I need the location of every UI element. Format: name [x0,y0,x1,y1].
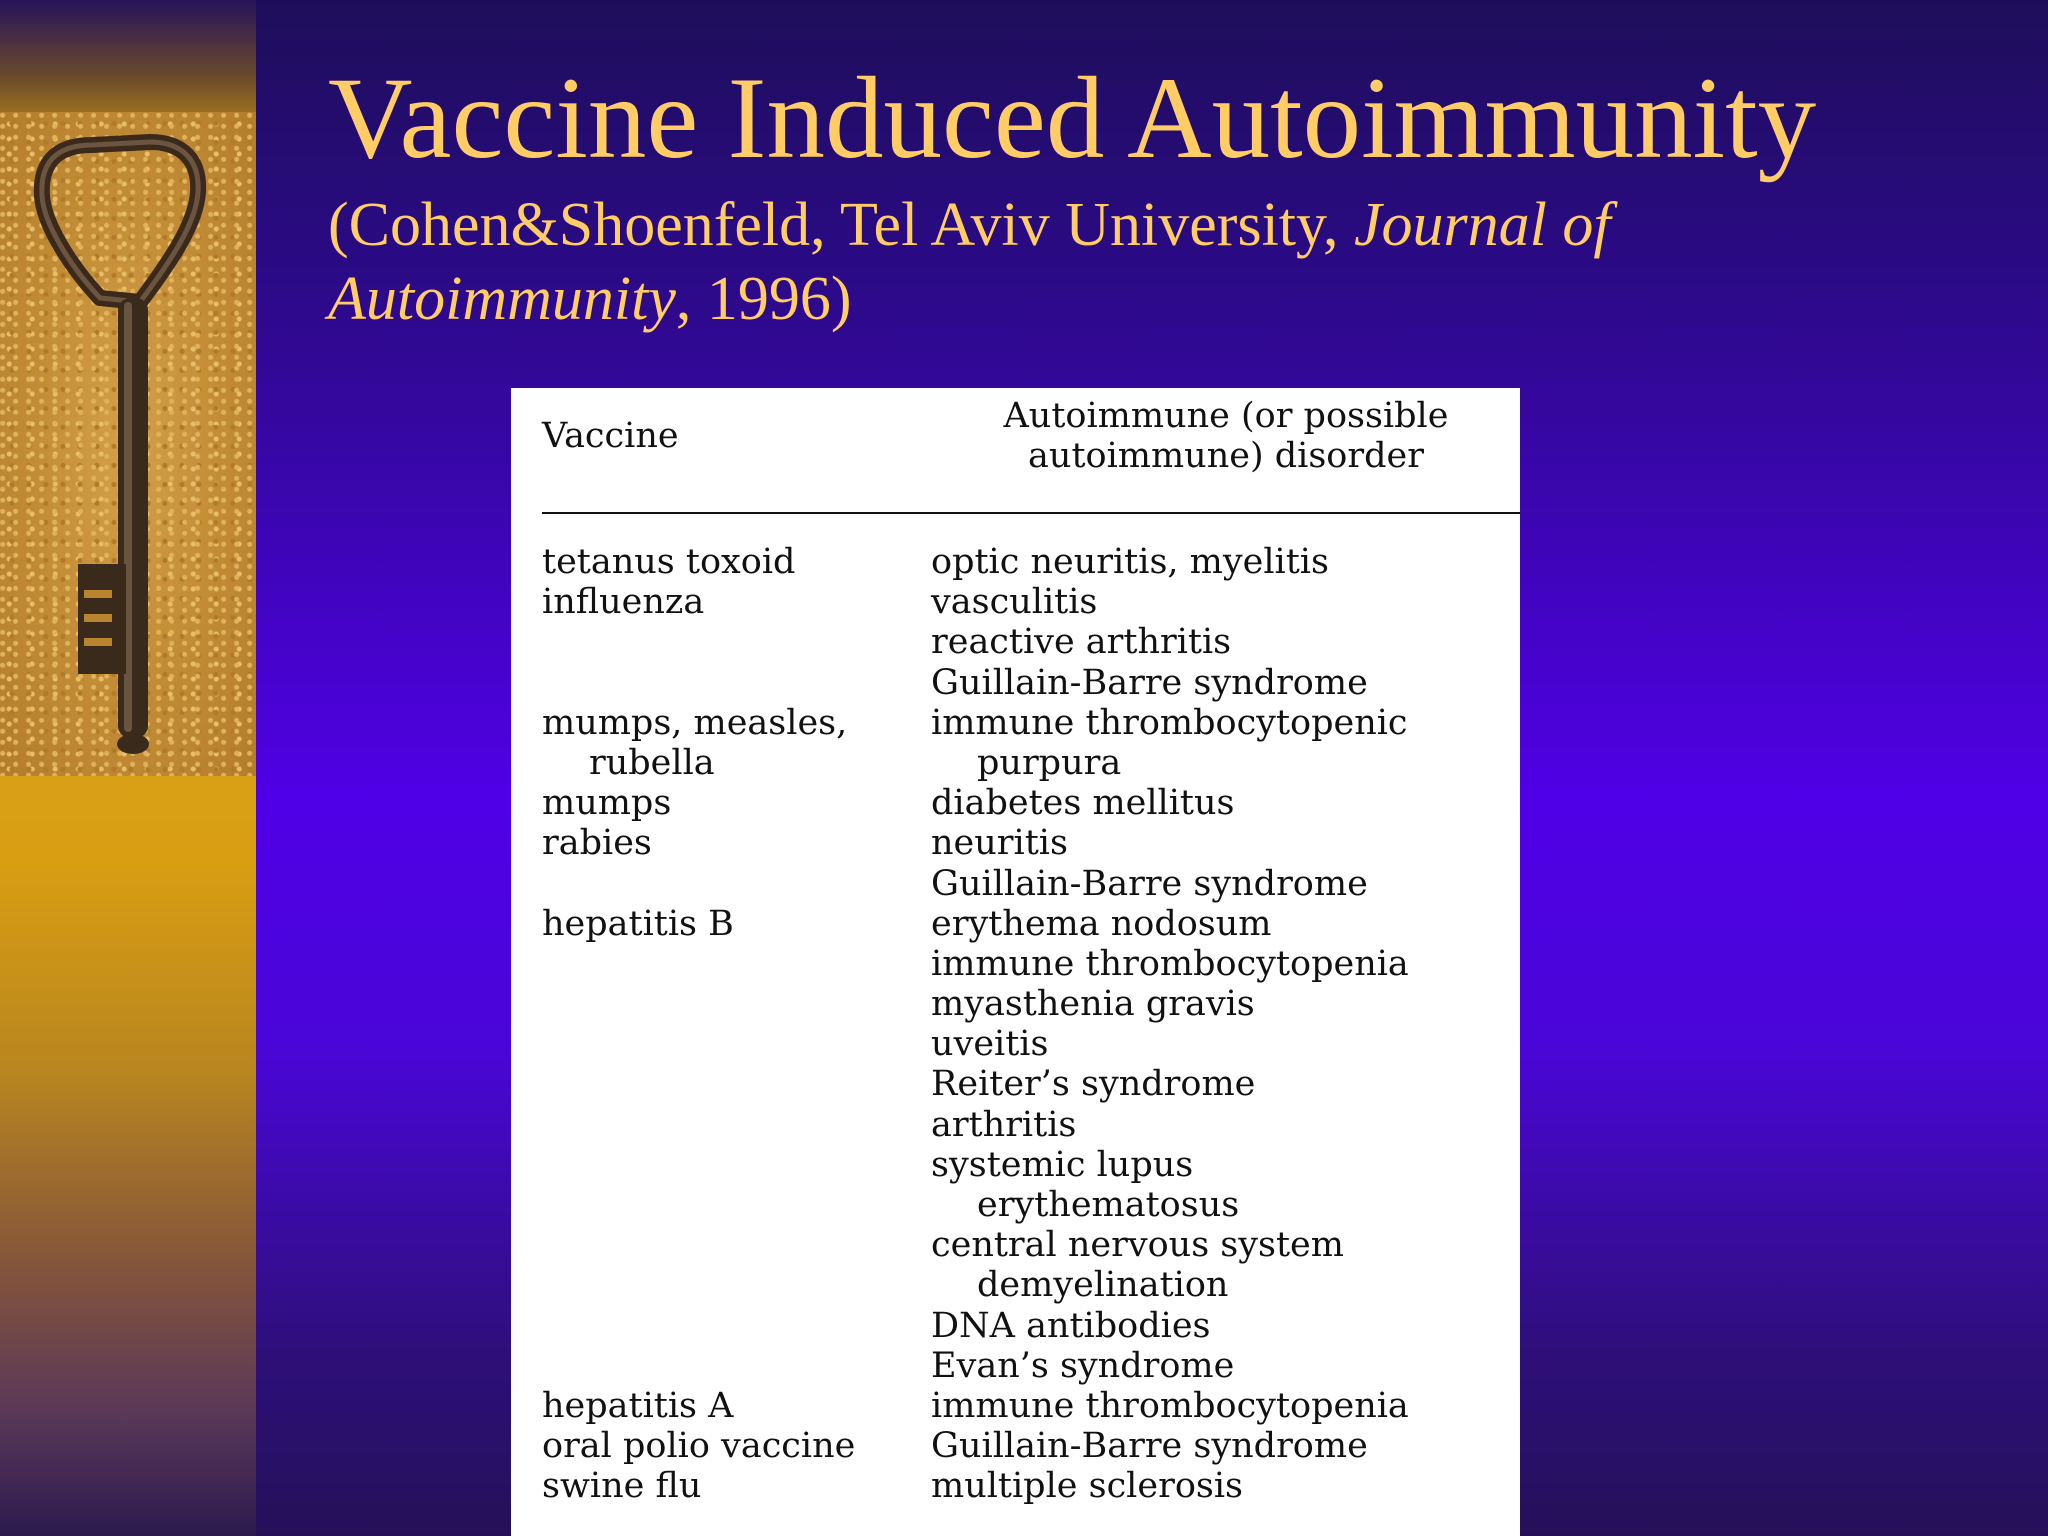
cell-disorder: erythema nodosum [931,903,1272,944]
cell-disorder: Guillain-Barre syndrome [931,863,1368,904]
cell-disorder: myasthenia gravis [931,984,1255,1025]
slide-title: Vaccine Induced Autoimmunity [328,54,1817,183]
table-row [511,1306,1520,1346]
cell-disorder: neuritis [931,823,1068,864]
table-row [511,542,1520,582]
table-row [511,1064,1520,1104]
slide-subtitle [328,188,1888,336]
cell-disorder: vasculitis [931,582,1098,623]
header-disorder-line1: Autoimmune (or possible [1003,396,1449,436]
table-row [511,743,1520,783]
header-disorder-line2: autoimmune) disorder [1028,436,1424,476]
cell-disorder: purpura [977,742,1122,783]
header-rule [542,512,1520,514]
cell-disorder: central nervous system [931,1225,1344,1266]
table-row [511,1105,1520,1145]
cell-vaccine: oral polio vaccine [542,1426,856,1467]
cell-disorder: Evan’s syndrome [931,1345,1235,1386]
cell-disorder: erythematosus [977,1185,1240,1225]
key-icon [0,112,256,776]
cell-disorder: DNA antibodies [931,1305,1211,1346]
subtitle-year: , 1996) [675,265,852,333]
table-row [511,1145,1520,1185]
header-vaccine: Vaccine [542,416,679,456]
cell-disorder: immune thrombocytopenia [931,943,1409,984]
cell-disorder: Guillain-Barre syndrome [931,662,1368,703]
table-row [511,944,1520,984]
cell-vaccine: hepatitis B [542,903,734,944]
vaccine-table [511,388,1520,1536]
cell-disorder: Guillain-Barre syndrome [931,1426,1368,1467]
cell-disorder: uveitis [931,1024,1049,1065]
header-disorder [931,396,1521,476]
table-row [511,984,1520,1024]
cell-vaccine: swine flu [542,1466,702,1507]
table-row [511,783,1520,823]
table-row [511,1386,1520,1426]
table-row [511,1185,1520,1225]
cell-disorder: reactive arthritis [931,622,1232,663]
cell-disorder: multiple sclerosis [931,1466,1244,1507]
table-row [511,1426,1520,1466]
cell-disorder: immune thrombocytopenia [931,1385,1409,1426]
subtitle-citation: (Cohen&Shoenfeld, Tel Aviv University, [328,191,1354,259]
table-row [511,1346,1520,1386]
cell-disorder: systemic lupus [931,1144,1194,1185]
table-row [511,904,1520,944]
table-row [511,864,1520,904]
table-row [511,703,1520,743]
cell-vaccine: rubella [589,742,715,783]
table-row [511,823,1520,863]
table-row [511,1225,1520,1265]
cell-disorder: immune thrombocytopenic [931,702,1408,743]
cell-disorder: optic neuritis, myelitis [931,542,1329,582]
cell-vaccine: rabies [542,823,652,864]
subtitle-journal: Journal of Autoimmunity [328,191,1611,333]
cell-vaccine: tetanus toxoid [542,542,796,582]
table-row [511,663,1520,703]
cell-vaccine: hepatitis A [542,1385,734,1426]
table-row [511,622,1520,662]
table-row [511,582,1520,622]
table-row [511,1265,1520,1305]
cell-disorder: arthritis [931,1104,1077,1145]
table-body [511,542,1520,1507]
cell-disorder: diabetes mellitus [931,783,1235,824]
table-row [511,1466,1520,1506]
cell-vaccine: mumps [542,783,672,824]
cell-disorder: demyelination [977,1265,1229,1306]
key-photo [0,112,256,776]
cell-vaccine: mumps, measles, [542,702,848,743]
cell-vaccine: influenza [542,582,705,623]
cell-disorder: Reiter’s syndrome [931,1064,1256,1105]
table-row [511,1024,1520,1064]
